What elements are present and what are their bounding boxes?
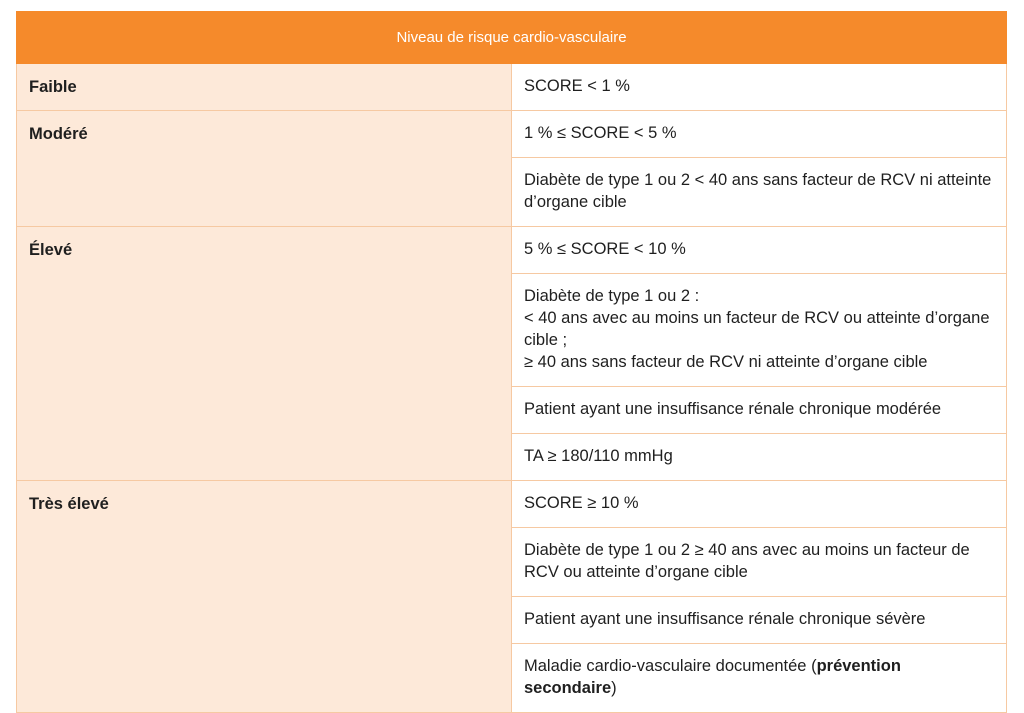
criterion-cell-multiline bbox=[512, 274, 1007, 387]
criterion-cell: 1 % ≤ SCORE < 5 % bbox=[512, 111, 1007, 158]
level-faible: Faible bbox=[17, 64, 512, 111]
criterion-cell: SCORE ≥ 10 % bbox=[512, 481, 1007, 528]
criterion-emphasis: prévention secondaire bbox=[524, 657, 901, 697]
level-eleve: Élevé bbox=[17, 227, 512, 481]
table-row bbox=[17, 111, 1007, 158]
table-row bbox=[17, 64, 1007, 111]
criterion-cell: Diabète de type 1 ou 2 < 40 ans sans facteur de RCV ni atteinte d’organe cible bbox=[512, 158, 1007, 227]
criterion-cell: TA ≥ 180/110 mmHg bbox=[512, 434, 1007, 481]
criterion-text: Maladie cardio-vasculaire documentée ( bbox=[524, 657, 817, 675]
criterion-cell: Patient ayant une insuffisance rénale chronique modérée bbox=[512, 387, 1007, 434]
criterion-line: ≥ 40 ans sans facteur de RCV ni atteinte d’organe cible bbox=[524, 353, 928, 371]
criterion-cell: Patient ayant une insuffisance rénale chronique sévère bbox=[512, 597, 1007, 644]
criterion-line: < 40 ans avec au moins un facteur de RCV ou atteinte d’organe cible ; bbox=[524, 309, 990, 349]
criterion-cell: SCORE < 1 % bbox=[512, 64, 1007, 111]
criterion-cell bbox=[512, 644, 1007, 713]
table-row bbox=[17, 227, 1007, 274]
table-header-row bbox=[17, 12, 1007, 64]
risk-table bbox=[16, 11, 1007, 713]
level-modere: Modéré bbox=[17, 111, 512, 227]
criterion-cell: 5 % ≤ SCORE < 10 % bbox=[512, 227, 1007, 274]
table-row bbox=[17, 481, 1007, 528]
criterion-text: ) bbox=[611, 679, 617, 697]
level-tres-eleve: Très élevé bbox=[17, 481, 512, 713]
table-header: Niveau de risque cardio-vasculaire bbox=[17, 12, 1007, 64]
risk-table-container bbox=[16, 11, 1007, 713]
criterion-line: Diabète de type 1 ou 2 : bbox=[524, 287, 700, 305]
criterion-cell: Diabète de type 1 ou 2 ≥ 40 ans avec au moins un facteur de RCV ou atteinte d’organe cible bbox=[512, 528, 1007, 597]
